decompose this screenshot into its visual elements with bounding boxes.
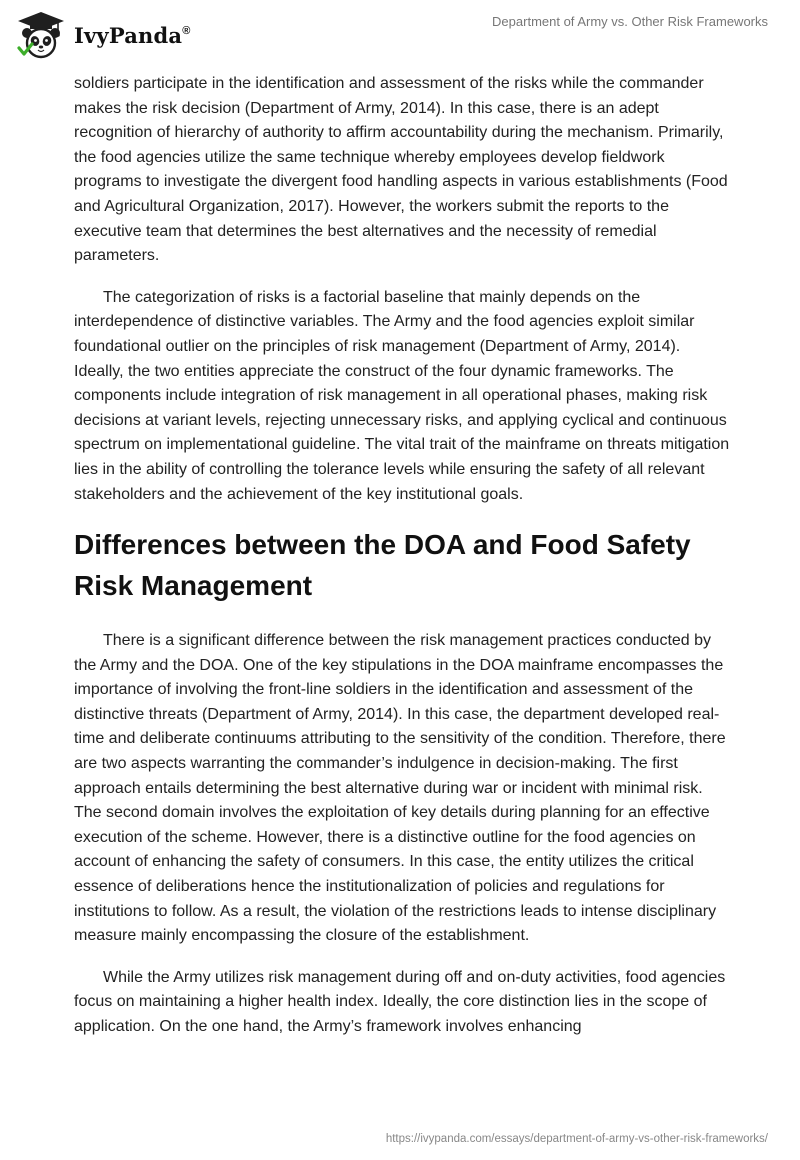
registered-mark: ®	[182, 24, 191, 37]
source-url[interactable]: https://ivypanda.com/essays/department-of-army-vs-other-risk-frameworks/	[385, 1133, 768, 1145]
brand-name: IvyPanda®	[74, 22, 191, 48]
section-heading: Differences between the DOA and Food Safety Risk Management	[74, 529, 691, 602]
paragraph-differences: There is a significant difference between the risk management practices conducted by the Army and the DOA. One of the key stipulations in the DOA mainframe encompasses the importance of involving the front-line soldiers in the identification and assessment of the distinctive threats (Department of Army, 2014). In this case, the department developed real-time and deliberate continuums attributing to the sensitivity of the condition. Therefore, there are two aspects warranting the commander’s indulgence in decision-making. The first approach entails determining the best alternative during war or incident with minimal risk. The second domain involves the exploitation of key details during planning for an effective execution of the scheme. However, there is a distinctive outline for the food agencies on account of enhancing the safety of consumers. In this case, the entity utilizes the critical essence of deliberations hence the institutionalization of policies and regulations for institutions to follow. As a result, the violation of the restrictions leads to intense disciplinary measure mainly encompassing the closure of the establishment.	[74, 632, 726, 945]
paragraph-scope: While the Army utilizes risk management during off and on-duty activities, food agencies focus on maintaining a higher health index. Ideally, the core distinction lies in the scope of application. On the one hand, the Army’s framework involves enhancing	[74, 968, 726, 1035]
paragraph-continued: soldiers participate in the identification and assessment of the risks while the commander makes the risk decision (Department of Army, 2014). In this case, there is an adept recognition of hierarchy of authority to affirm accountability during the mechanism. Primarily, the food agencies utilize the same technique whereby employees develop fieldwork programs to investigate the divergent food handling aspects in various establishments (Food and Agricultural Organization, 2017). However, the workers submit the reports to the executive team that determines the best alternatives and the necessity of remedial parameters.	[74, 75, 728, 265]
paragraph-risk-categorization: The categorization of risks is a factorial baseline that mainly depends on the interdependence of distinctive variables. The Army and the food agencies exploit similar foundational outlier on the principles of risk management (Department of Army, 2014). Ideally, the two entities appreciate the construct of the four dynamic frameworks. The components include integration of risk management in all operational phases, making risk decisions at variant levels, rejecting unnecessary risks, and applying cyclical and continuous spectrum on implementational guideline. The vital trait of the mainframe on threats mitigation lies in the ability of controlling the tolerance levels while ensuring the safety of all relevant stakeholders and the achievement of the key institutional goals.	[74, 288, 730, 503]
essay-body	[74, 72, 734, 1057]
panda-graduate-icon	[14, 8, 68, 62]
ivypanda-logo[interactable]	[14, 8, 191, 62]
page-header	[0, 0, 800, 70]
document-title: Department of Army vs. Other Risk Frameworks	[492, 14, 768, 29]
